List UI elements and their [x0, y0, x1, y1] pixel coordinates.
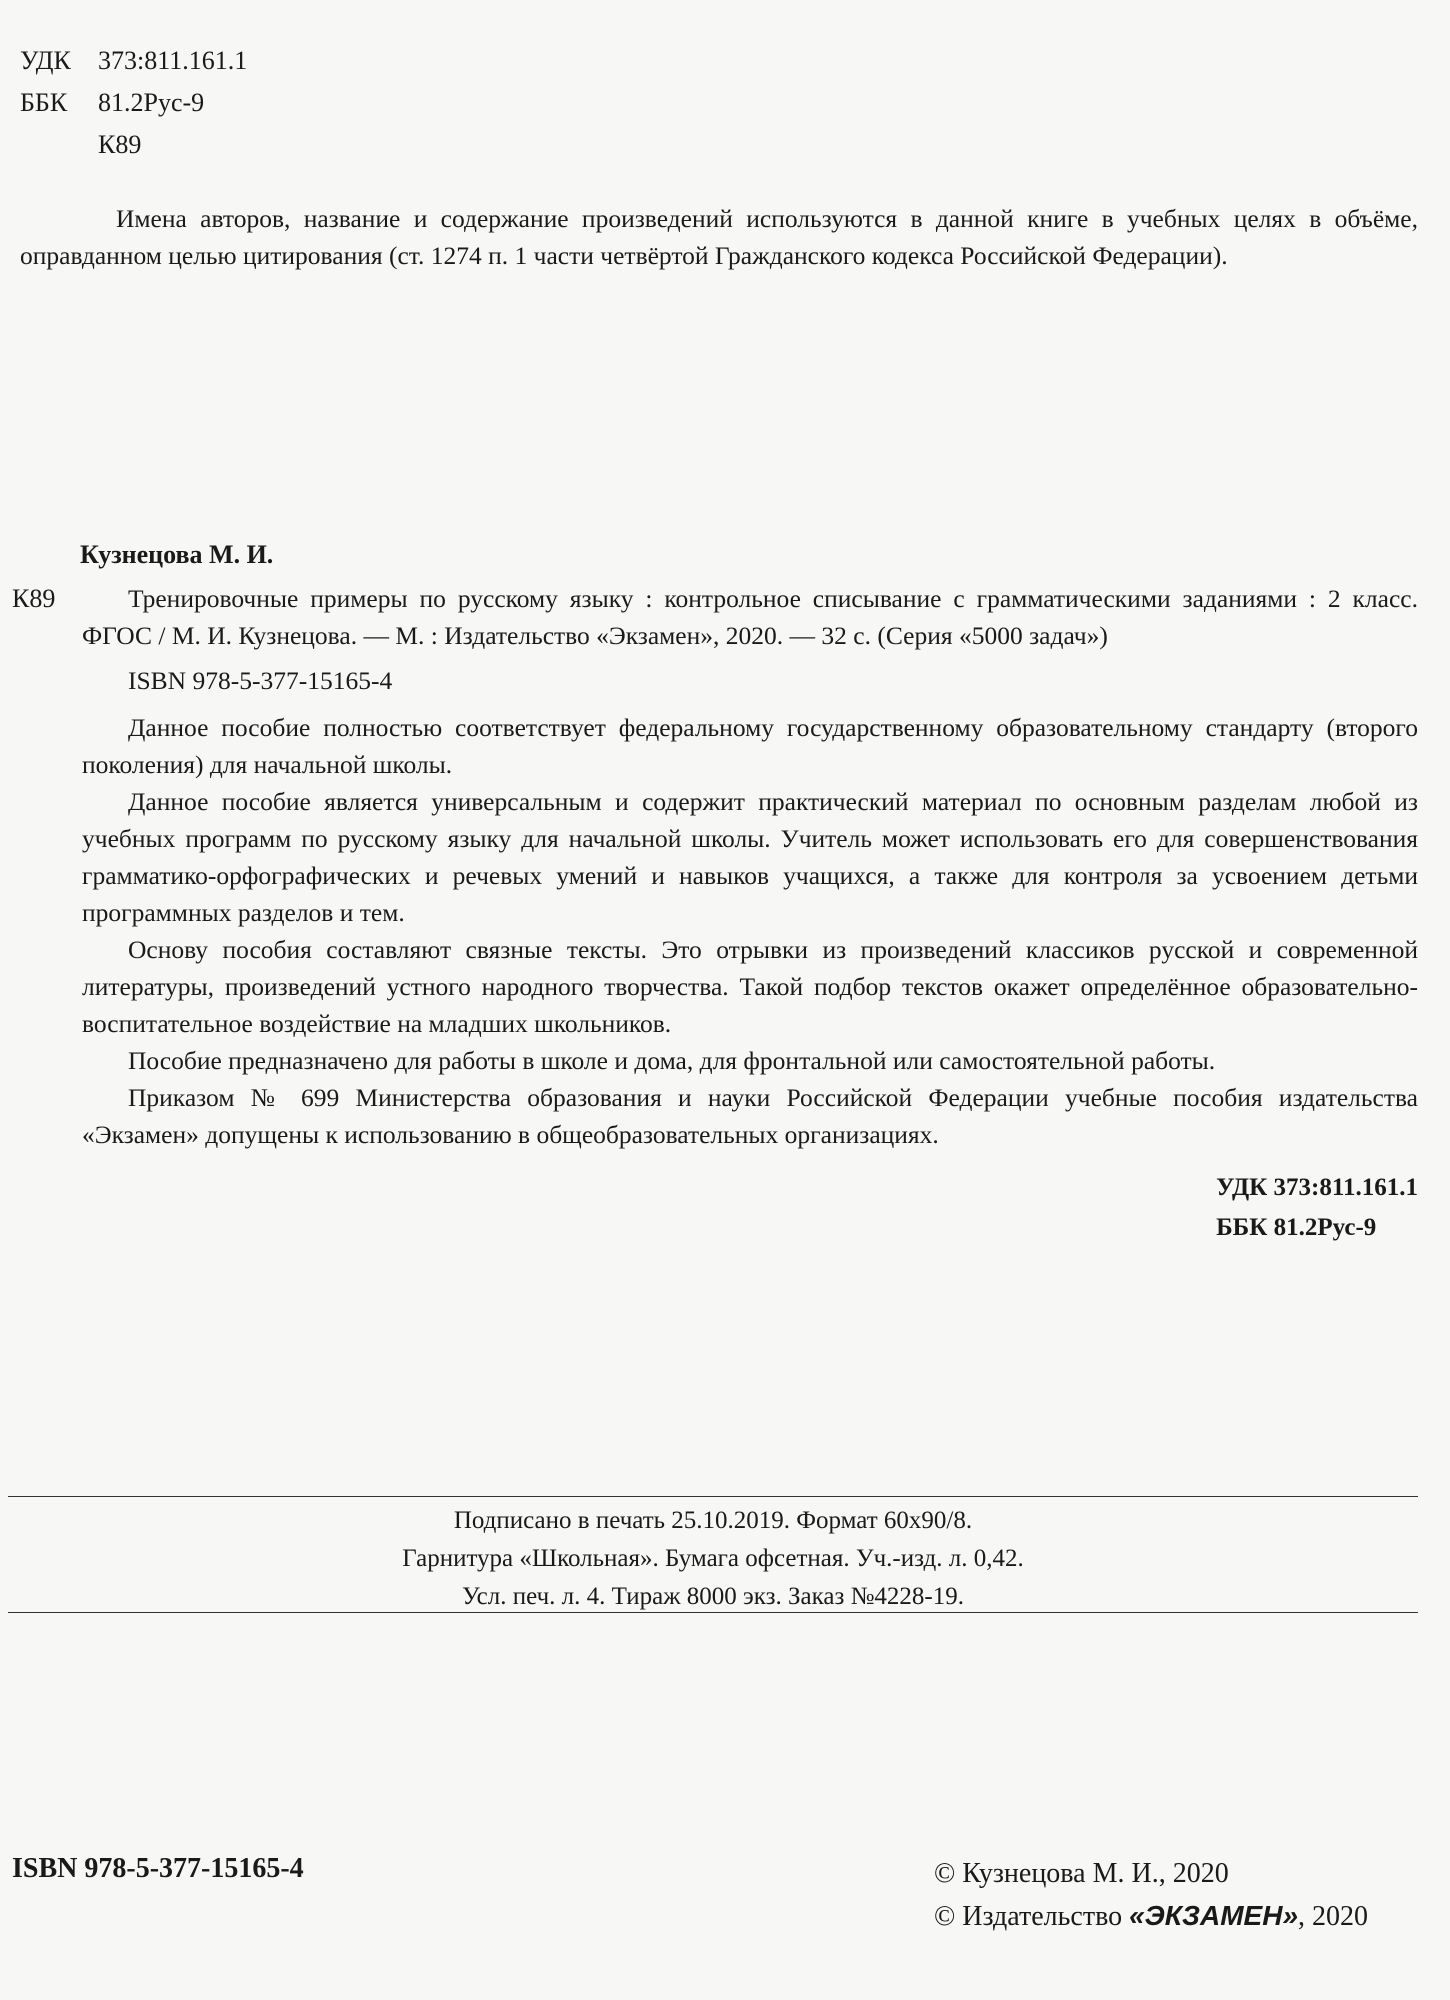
imprint-line: Усл. печ. л. 4. Тираж 8000 экз. Заказ №4228-19.: [461, 1583, 965, 1610]
imprint-bottom-divider: [8, 1612, 1418, 1613]
publisher-brand: «ЭКЗАМЕН»: [1129, 1900, 1299, 1931]
footer-isbn: ISBN 978-5-377-15165-4: [12, 1853, 304, 1884]
classification-codes: [20, 40, 247, 166]
annotation-paragraph: Данное пособие полностью соответствует федеральному государственному образовательному стандарту (второго поколения) для начальной школы.: [82, 713, 1418, 779]
imprint-top-divider: [8, 1496, 1418, 1497]
copyright-publisher-prefix: © Издательство: [934, 1901, 1130, 1932]
imprint-block: [0, 1502, 1426, 1616]
catalog-body: [82, 580, 1418, 1153]
copyright-author: © Кузнецова М. И., 2020: [934, 1858, 1229, 1889]
catalog-isbn: ISBN 978-5-377-15165-4: [128, 666, 393, 695]
copyright-block: [934, 1853, 1368, 1938]
annotation-paragraph: Пособие предназначено для работы в школе и дома, для фронтальной или самостоятельной работы.: [128, 1046, 1216, 1075]
catalog-author: Кузнецова М. И.: [80, 540, 274, 569]
bbk-label: ББК: [20, 88, 68, 117]
annotation: [82, 709, 1418, 1153]
annotation-paragraph: Приказом № 699 Министерства образования и науки Российской Федерации учебные пособия издательства «Экзамен» допущены к использованию в общеобразовательных организациях.: [82, 1083, 1418, 1149]
annotation-paragraph: Основу пособия составляют связные тексты. Это отрывки из произведений классиков русской и современной литературы, произведений устного народного творчества. Такой подбор текстов окажет определённое образовательно-воспитательное воздействие на младших школьников.: [82, 935, 1418, 1038]
bbk-row: [20, 82, 247, 124]
catalog-bbk: ББК 81.2Рус-9: [1216, 1214, 1377, 1241]
catalog-card: [12, 580, 1418, 1153]
author-sign: К89: [98, 130, 142, 159]
udk-value: 373:811.161.1: [98, 46, 248, 75]
copyright-publisher-suffix: , 2020: [1298, 1901, 1369, 1932]
bibliographic-description: Тренировочные примеры по русскому языку : контрольное списывание с грамматическими заданиями : 2 класс. ФГОС / М. И. Кузнецова. — М. : Издательство «Экзамен», 2020. — 32 с. (Серия «5000 задач»): [82, 584, 1418, 650]
udk-row: [20, 40, 247, 82]
author-sign-row: [20, 124, 247, 166]
imprint-line: Гарнитура «Школьная». Бумага офсетная. Уч.-изд. л. 0,42.: [402, 1545, 1024, 1572]
bbk-value: 81.2Рус-9: [98, 88, 205, 117]
catalog-udk: УДК 373:811.161.1: [1216, 1174, 1418, 1201]
catalog-codes: [1216, 1168, 1418, 1248]
copyright-publisher: [934, 1895, 1368, 1938]
annotation-paragraph: Данное пособие является универсальным и содержит практический материал по основным разделам любой из учебных программ по русскому языку для начальной школы. Учитель может использовать его для совершенствования грамматико-орфографических и речевых умений и навыков учащихся, а также для контроля за усвоением детьми программных разделов и тем.: [82, 787, 1418, 927]
copyright-notice: [20, 200, 1418, 274]
udk-label: УДК: [20, 46, 71, 75]
notice-text: Имена авторов, название и содержание произведений используются в данной книге в учебных целях в объёме, оправданном целью цитирования (ст. 1274 п. 1 части четвёртой Гражданского кодекса Российской Федерации).: [20, 204, 1418, 270]
catalog-author-sign: К89: [12, 584, 56, 613]
imprint-line: Подписано в печать 25.10.2019. Формат 60х90/8.: [453, 1507, 973, 1534]
